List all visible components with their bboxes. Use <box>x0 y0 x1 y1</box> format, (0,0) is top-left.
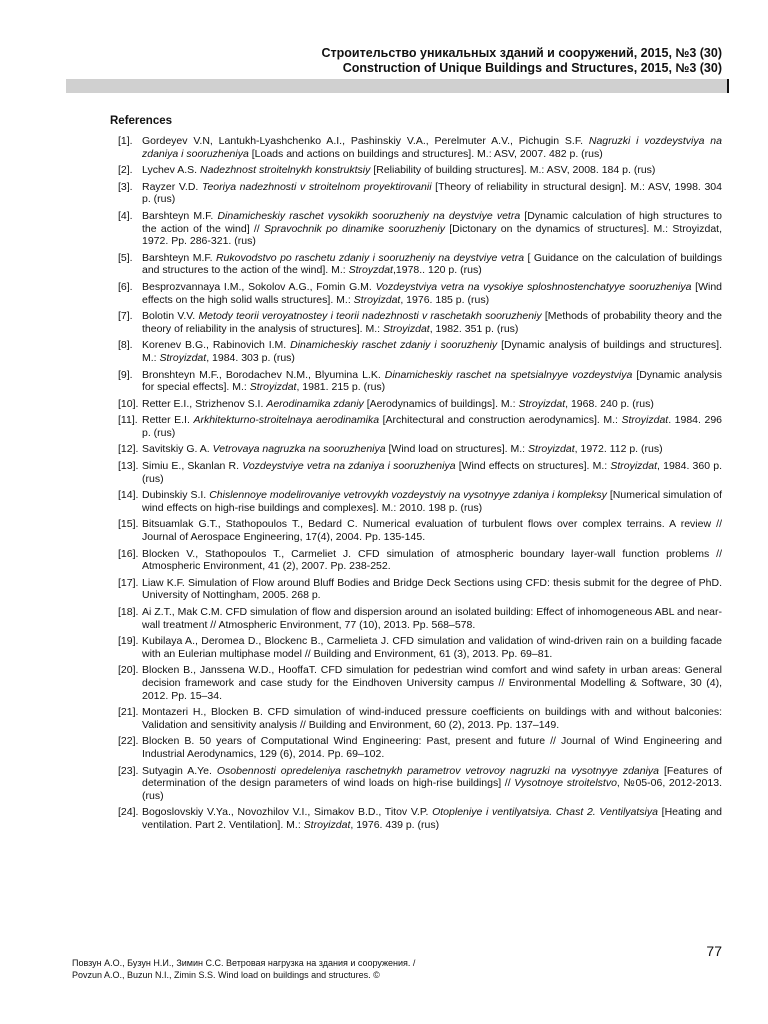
reference-item <box>118 181 722 206</box>
reference-text: Barshteyn M.F. <box>142 209 218 222</box>
reference-item <box>118 635 722 660</box>
reference-title-italic: Nadezhnost stroitelnykh konstruktsiy <box>199 164 371 177</box>
journal-header <box>322 46 722 76</box>
reference-item <box>118 339 722 364</box>
reference-title-italic: Metody teorii veroyatnostey i teorii nadezhnosti v raschetakh sooruzheniy <box>198 310 542 323</box>
reference-title-italic: Vysotnoye stroitelstvo <box>514 777 617 790</box>
reference-text: Blocken V., Stathopoulos T., Carmeliet J. CFD simulation of atmospheric boundary layer-wall function problems // Atmospheric Environment, 41 (2), 2007. Pp. 238-252. <box>142 547 722 573</box>
reference-text: [Heating and ventilation. Part 2. Ventilation]. M.: <box>142 806 722 831</box>
reference-text: , №05-06, 2012-2013. (rus) <box>142 777 722 802</box>
reference-text: [Dynamic analysis for special effects]. M.: <box>142 368 722 394</box>
footer-citation-ru: Повзун А.О., Бузун Н.И., Зимин С.С. Ветровая нагрузка на здания и сооружения. / <box>72 958 416 968</box>
reference-text: Sutyagin A.Ye. <box>142 764 217 777</box>
reference-text: , 1972. 112 p. (rus) <box>574 443 663 456</box>
reference-number: [1]. <box>118 135 133 147</box>
reference-title-italic: Stroyizdat <box>353 293 401 306</box>
reference-title-italic: Dinamicheskiy raschet vysokikh sooruzheniy na deystviye vetra <box>217 209 521 222</box>
reference-number: [7]. <box>118 310 133 323</box>
reference-text: Liaw K.F. Simulation of Flow around Bluff Bodies and Bridge Deck Sections using CFD: thesis submit for the degree of PhD. University of Nottingham, 2005. 268 p. <box>142 576 722 602</box>
reference-text: Ai Z.T., Mak C.M. CFD simulation of flow and dispersion around an isolated building: Effect of inhomogeneous ABL and near-wall treatment // Atmospheric Environment, 77 (10), 2013. Pp. 568–578. <box>142 606 722 631</box>
reference-item <box>118 806 722 831</box>
reference-item <box>118 252 722 277</box>
reference-text: [Wind effects on structures]. M.: <box>455 460 611 473</box>
reference-item <box>118 489 722 514</box>
header-rule-tick <box>727 79 729 93</box>
reference-item <box>118 664 722 702</box>
reference-text: Korenev B.G., Rabinovich I.M. <box>142 339 291 352</box>
reference-text: Rayzer V.D. <box>142 180 202 193</box>
reference-title-italic: Osobennosti opredeleniya raschetnykh parametrov vetrovoy nagruzki na vysotnyye zdaniya <box>216 764 660 777</box>
reference-text: [Theory of reliability in structural design]. M.: ASV, 1998. 304 p. (rus) <box>142 180 722 206</box>
reference-number: [23]. <box>118 764 139 777</box>
reference-text: , 1981. 215 p. (rus) <box>296 381 386 394</box>
reference-text: Simiu E., Skanlan R. <box>142 460 243 473</box>
reference-list <box>118 135 722 836</box>
reference-text: [Aerodynamics of buildings]. M.: <box>363 397 519 410</box>
reference-number: [4]. <box>118 209 133 222</box>
reference-text: Retter E.I., Strizhenov S.I. <box>142 397 267 410</box>
page-number: 77 <box>706 943 722 959</box>
reference-title-italic: Stroyizdat <box>518 397 566 410</box>
reference-item <box>118 398 722 411</box>
footer-citation <box>72 957 712 981</box>
reference-text: . 1984. 296 p. (rus) <box>142 414 722 439</box>
reference-text: , 1968. 240 p. (rus) <box>565 397 654 410</box>
reference-title-italic: Spravochnik po dinamike sooruzheniy <box>264 222 445 235</box>
reference-item <box>118 443 722 456</box>
reference-title-italic: Dinamicheskiy raschet zdaniy i sooruzheniy <box>290 339 498 352</box>
reference-text: Barshteyn M.F. <box>142 251 216 264</box>
reference-text: Lychev A.S. <box>142 164 200 177</box>
reference-title-italic: Stroyizdat <box>159 351 207 364</box>
reference-text: , 1976. 439 p. (rus) <box>350 818 440 831</box>
reference-text: Bolotin V.V. <box>142 310 199 323</box>
reference-text: [Architectural and construction aerodynamics]. M.: <box>379 414 622 427</box>
reference-title-italic: Nagruzki i vozdeystviya na zdaniya i sooruzheniya <box>142 135 722 160</box>
reference-item <box>118 765 722 803</box>
reference-text: [Methods of probability theory and the theory of reliability in the analysis of structures]. M.: <box>142 310 722 335</box>
reference-number: [20]. <box>118 664 139 677</box>
reference-text: [Wind effects on the high solid walls structures]. M.: <box>142 280 722 306</box>
reference-number: [8]. <box>118 339 133 352</box>
reference-item <box>118 577 722 602</box>
reference-item <box>118 369 722 394</box>
reference-title-italic: Aerodinamika zdaniy <box>266 397 364 410</box>
journal-title-en: Construction of Unique Buildings and Structures, 2015, №3 (30) <box>342 61 722 75</box>
reference-text: Bogoslovskiy V.Ya., Novozhilov V.I., Simakov B.D., Titov V.P. <box>142 806 433 819</box>
reference-text: Blocken B. 50 years of Computational Wind Engineering: Past, present and future // Journal of Wind Engineering and Industrial Aerodynamics, 129 (6), 2014. Pp. 69–102. <box>142 735 722 760</box>
reference-title-italic: Otopleniye i ventilyatsiya. Chast 2. Ventilyatsiya <box>432 806 658 819</box>
reference-title-italic: Stroyizdat <box>610 460 658 473</box>
reference-title-italic: Vozdeystviye vetra na zdaniya i sooruzheniya <box>242 460 456 473</box>
reference-title-italic: Stroyizdat <box>527 443 575 456</box>
reference-number: [19]. <box>118 635 139 648</box>
reference-text: [Dictonary on the dynamics of structures]. M.: Stroyizdat, 1972. Pp. 286-321. (rus) <box>142 222 722 248</box>
journal-title-ru: Строительство уникальных зданий и сооружений, 2015, №3 (30) <box>321 46 722 60</box>
reference-title-italic: Vozdeystviya vetra na vysokiye sploshnostenchatyye sooruzheniya <box>375 280 692 293</box>
reference-text: ,1978.. 120 p. (rus) <box>392 264 482 277</box>
reference-text: Bitsuamlak G.T., Stathopoulos T., Bedard C. Numerical evaluation of turbulent flows over complex terrains. A review // Journal of Aerospace Engineering, 17(4), 2004. Pp. 135-145. <box>142 518 722 544</box>
reference-item <box>118 518 722 543</box>
reference-text: Savitskiy G. A. <box>142 443 213 456</box>
reference-item <box>118 606 722 631</box>
reference-number: [18]. <box>118 606 139 618</box>
reference-text: Kubilaya A., Deromea D., Blockenc B., Carmelieta J. CFD simulation and validation of wind-driven rain on a building facade with an Eulerian multiphase model // Building and Environment, 61 (3), 2013. Pp. 69–81. <box>142 635 722 660</box>
reference-text: [Dynamic calculation of high structures to the action of the wind] // <box>142 209 723 235</box>
reference-number: [6]. <box>118 280 133 293</box>
reference-text: [Numerical simulation of wind effects on high-rise buildings and complexes]. M.: 2010. 198 p. (rus) <box>142 489 722 514</box>
reference-text: , 1984. 360 p. (rus) <box>142 460 722 485</box>
reference-number: [2]. <box>118 164 133 177</box>
reference-text: [ Guidance on the calculation of buildings and structures to the action of the wind]. M.: <box>142 251 722 277</box>
reference-number: [15]. <box>118 518 139 531</box>
reference-number: [21]. <box>118 706 139 719</box>
reference-item <box>118 706 722 731</box>
reference-title-italic: Rukovodstvo po raschetu zdaniy i sooruzheniy na deystviye vetra <box>215 251 525 264</box>
reference-item <box>118 310 722 335</box>
footer-citation-en: Povzun A.O., Buzun N.I., Zimin S.S. Wind load on buildings and structures. © <box>72 970 380 980</box>
reference-item <box>118 164 722 177</box>
reference-number: [10]. <box>118 397 139 410</box>
reference-item <box>118 281 722 306</box>
reference-text: [Dynamic analysis of buildings and structures]. M.: <box>142 339 722 364</box>
reference-text: [Wind load on structures]. M.: <box>385 443 528 456</box>
reference-text: Blocken B., Janssena W.D., HooffaT. CFD simulation for pedestrian wind comfort and wind safety in urban areas: General decision framework and case study for the Eindhoven University campus // Environmental Modelling & Software, 30 (4), 2012. Pp. 15–34. <box>142 664 722 702</box>
reference-text: Besprozvannaya I.M., Sokolov A.G., Fomin G.M. <box>142 280 376 293</box>
reference-number: [17]. <box>118 576 139 589</box>
reference-text: , 1982. 351 p. (rus) <box>429 322 519 335</box>
reference-item <box>118 135 722 160</box>
reference-text: [Features of determination of the design parameters of wind loads on high-rise buildings] // <box>142 764 722 790</box>
reference-number: [12]. <box>118 443 139 456</box>
reference-number: [13]. <box>118 460 139 473</box>
reference-number: [11]. <box>118 414 138 427</box>
reference-text: Retter E.I. <box>142 414 194 427</box>
reference-number: [14]. <box>118 489 139 502</box>
header-rule <box>66 79 728 93</box>
reference-title-italic: Stroyzdat <box>348 264 393 277</box>
reference-title-italic: Stroyizdat <box>383 322 430 335</box>
reference-title-italic: Dinamicheskiy raschet na spetsialnyye vozdeystviya <box>384 368 633 381</box>
reference-number: [5]. <box>118 251 133 264</box>
reference-title-italic: Arkhitekturno-stroitelnaya aerodinamika <box>193 414 380 427</box>
reference-text: , 1984. 303 p. (rus) <box>206 351 295 364</box>
reference-text: Montazeri H., Blocken B. CFD simulation of wind-induced pressure coefficients on buildings with and without balconies: Validation and sensitivity analysis // Building and Environment, 60 (2), 2013. Pp. 137–149. <box>142 706 722 731</box>
reference-item <box>118 548 722 573</box>
reference-number: [22]. <box>118 735 139 748</box>
reference-item <box>118 210 722 248</box>
reference-title-italic: Stroyizdat <box>249 381 297 394</box>
reference-title-italic: Vetrovaya nagruzka na sooruzheniya <box>212 443 386 456</box>
reference-text: [Reliability of building structures]. M.: ASV, 2008. 184 p. (rus) <box>370 164 656 177</box>
reference-number: [9]. <box>118 368 133 381</box>
reference-title-italic: Chislennoye modelirovaniye vetrovykh vozdeystviy na vysotnyye zdaniya i kompleksy <box>209 489 607 502</box>
reference-title-italic: Stroyizdat <box>621 414 669 427</box>
reference-title-italic: Teoriya nadezhnosti v stroitelnom proyektirovanii <box>202 180 432 193</box>
section-title: References <box>110 115 173 127</box>
reference-text: Dubinskiy S.I. <box>142 489 210 502</box>
reference-text: Gordeyev V.N, Lantukh-Lyashchenko A.I., Pashinskiy V.A., Perelmuter A.V., Pichugin S.F. <box>142 135 589 147</box>
reference-number: [16]. <box>118 547 139 560</box>
reference-text: , 1976. 185 p. (rus) <box>400 293 490 306</box>
reference-item <box>118 735 722 760</box>
reference-text: Bronshteyn M.F., Borodachev N.M., Blyumina L.K. <box>142 368 385 381</box>
reference-number: [24]. <box>118 806 139 819</box>
reference-item <box>118 460 722 485</box>
reference-text: [Loads and actions on buildings and structures]. M.: ASV, 2007. 482 p. (rus) <box>248 147 603 160</box>
reference-item <box>118 414 722 439</box>
reference-number: [3]. <box>118 180 133 193</box>
reference-title-italic: Stroyizdat <box>303 818 351 831</box>
